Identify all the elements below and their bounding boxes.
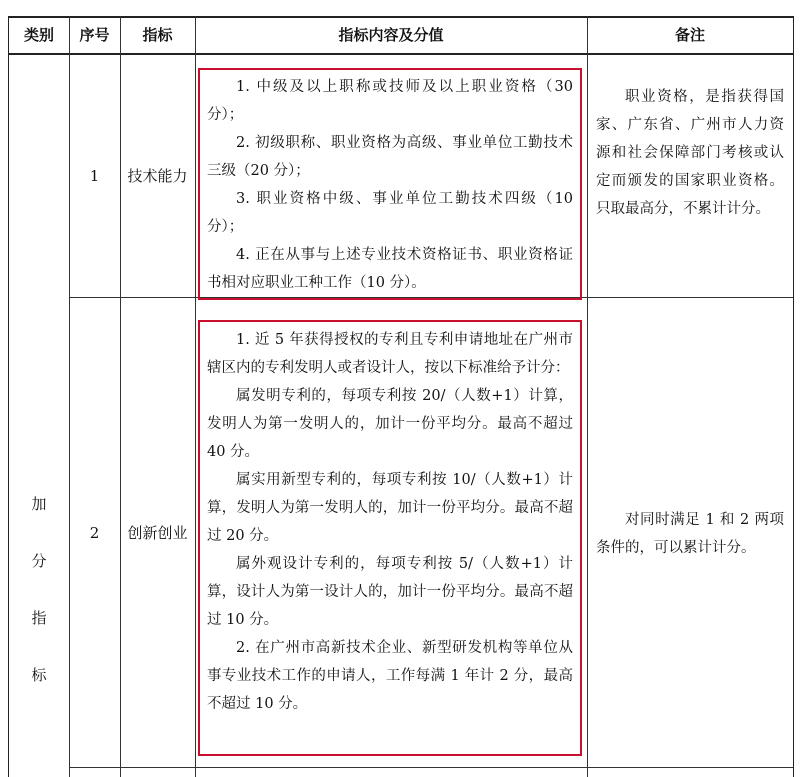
col-divider-4 bbox=[587, 16, 588, 777]
content-item: 1. 近 5 年获得授权的专利且专利申请地址在广州市辖区内的专利发明人或者设计人，按以下标准给予计分： bbox=[207, 332, 573, 376]
category-cell bbox=[9, 476, 69, 704]
header-seq: 序号 bbox=[79, 26, 110, 44]
content-item: 1. 中级及以上职称或技师及以上职业资格（30 分）； bbox=[207, 79, 573, 123]
row-2-indicator: 创新创业 bbox=[127, 524, 188, 542]
row-2-seq: 2 bbox=[89, 523, 100, 542]
content-item: 2. 在广州市高新技术企业、新型研发机构等单位从事专业技术工作的申请人，工作每满 1 年计 2 分，最高不超过 10 分。 bbox=[207, 640, 573, 712]
category-char: 加 bbox=[31, 495, 47, 513]
content-item: 3. 职业资格中级、事业单位工勤技术四级（10 分）； bbox=[207, 191, 573, 235]
row-1-content bbox=[207, 73, 573, 297]
content-item: 4. 正在从事与上述专业技术资格证书、职业资格证书相对应职业工种工作（10 分）。 bbox=[207, 247, 573, 291]
content-item: 属实用新型专利的，每项专利按 10/（人数+1）计算，发明人为第一发明人的，加计一份平均分。最高不超过 20 分。 bbox=[207, 472, 573, 544]
content-item: 2. 初级职称、职业资格为高级、事业单位工勤技术三级（20 分）； bbox=[207, 135, 573, 179]
content-item: 属外观设计专利的，每项专利按 5/（人数+1）计算，设计人为第一设计人的，加计一份平均分。最高不超过 10 分。 bbox=[207, 556, 573, 628]
row-1-note bbox=[596, 83, 784, 223]
header-content: 指标内容及分值 bbox=[338, 26, 444, 44]
header-notes: 备注 bbox=[674, 26, 705, 44]
row-2-content bbox=[207, 326, 573, 718]
indicator-table bbox=[8, 16, 794, 777]
row-1-seq: 1 bbox=[89, 166, 100, 185]
col-divider-3 bbox=[195, 16, 196, 777]
row-2-note bbox=[596, 506, 784, 562]
row-1-indicator: 技术能力 bbox=[127, 167, 188, 185]
header-category: 类别 bbox=[23, 26, 54, 44]
row-2-bottom-rule bbox=[69, 767, 793, 768]
header-indicator: 指标 bbox=[142, 26, 173, 44]
note-text: 对同时满足 1 和 2 两项条件的，可以累计计分。 bbox=[596, 512, 784, 556]
content-item: 属发明专利的，每项专利按 20/（人数+1）计算，发明人为第一发明人的，加计一份平均分。最高不超过 40 分。 bbox=[207, 388, 573, 460]
category-char: 分 bbox=[31, 552, 47, 570]
category-char: 标 bbox=[31, 666, 47, 684]
note-text: 职业资格，是指获得国家、广东省、广州市人力资源和社会保障部门考核或认定而颁发的国家职业资格。只取最高分，不累计计分。 bbox=[596, 89, 784, 217]
category-char: 指 bbox=[31, 609, 47, 627]
